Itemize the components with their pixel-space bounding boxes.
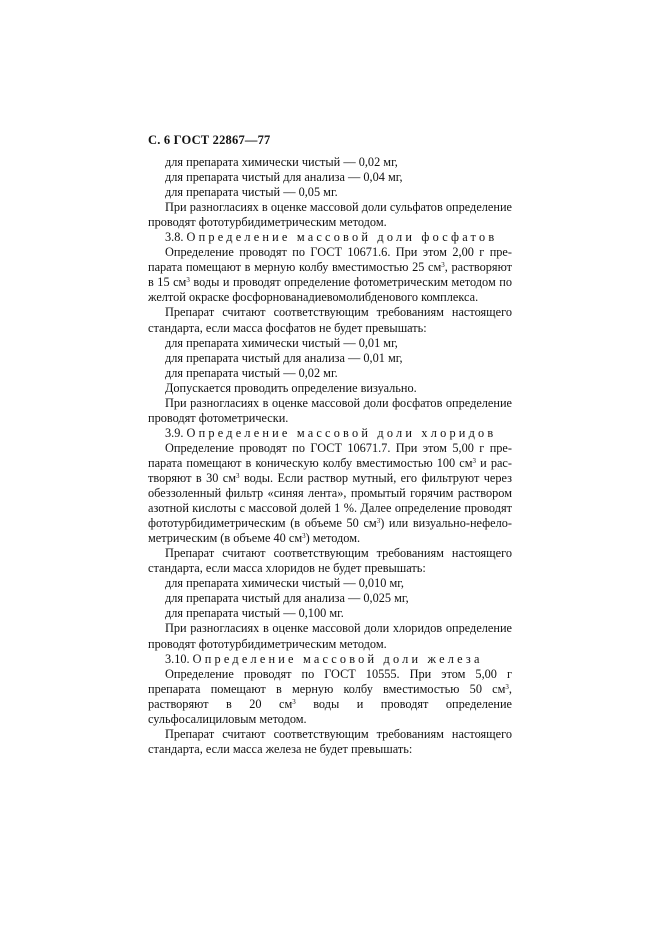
phosphate-dispute-paragraph: При разногласиях в оценке массовой доли фосфатов определение проводят фотометрически. <box>148 395 512 425</box>
iron-requirement-paragraph: Препарат считают соответствующим требованиям настоящего стандарта, если масса железа не будет превышать: <box>148 726 512 756</box>
section-title: Определение массовой доли фосфатов <box>186 230 498 245</box>
chloride-limit-pure: для препарата чистый — 0,100 мг. <box>165 606 344 621</box>
phosphate-requirement-paragraph: Препарат считают соответствующим требованиям настоящего стандарта, если масса фосфатов не будет превышать: <box>148 305 512 335</box>
section-number: 3.9. <box>165 425 184 440</box>
section-title: Определение массовой доли железа <box>192 651 483 666</box>
section-3-10-heading <box>148 652 512 667</box>
section-3-8-heading <box>148 230 512 245</box>
sulfate-limit-analysis: для препарата чистый для анализа — 0,04 мг, <box>165 170 403 185</box>
sulfate-limit-chem-pure: для препарата химически чистый — 0,02 мг, <box>165 155 398 169</box>
section-title: Определение массовой доли хлоридов <box>186 425 497 440</box>
phosphate-visual-note: Допускается проводить определение визуально. <box>165 380 417 395</box>
section-number: 3.10. <box>165 651 190 666</box>
chloride-method-paragraph: Определение проводят по ГОСТ 10671.7. При этом 5,00 г препарата помещают в коническую колбу вместимостью 100 $см^3$ и растворяют в 30 $см^3$ воды. Если раствор мутный, его фильтруют через обеззоленный фильтр «синяя лента», промытый горячим раствором азотной кислоты с массовой долей 1 %. Далее определение проводят фототурбидиметрическим (в объеме 50 $см^3$) или визуально-нефелометрическим (в объеме 40 $см^3$) методом. <box>148 440 512 546</box>
chloride-dispute-paragraph: При разногласиях в оценке массовой доли хлоридов определение проводят фототурбидиметрическим методом. <box>148 621 512 651</box>
phosphate-method-paragraph: Определение проводят по ГОСТ 10671.6. При этом 2,00 г препарата помещают в мерную колбу вместимостью 25 $см^3$, растворяют в 15 $см^3$ воды и проводят определение фотометрическим методом по желтой окраске фосфорнованадиевомолибденового комплекса. <box>148 245 512 305</box>
chloride-limit-chem-pure: для препарата химически чистый — 0,010 мг, <box>165 576 404 591</box>
document-body <box>148 155 512 757</box>
phosphate-limit-analysis: для препарата чистый для анализа — 0,01 мг, <box>165 350 403 365</box>
section-number: 3.8. <box>165 230 184 245</box>
chloride-requirement-paragraph: Препарат считают соответствующим требованиям настоящего стандарта, если масса хлоридов не будет превышать: <box>148 546 512 576</box>
page-header: С. 6 ГОСТ 22867—77 <box>148 133 271 147</box>
chloride-limit-analysis: для препарата чистый для анализа — 0,025 мг, <box>165 591 409 606</box>
sulfate-dispute-paragraph: При разногласиях в оценке массовой доли сульфатов определение проводят фототурбидиметрическим методом. <box>148 200 512 230</box>
section-3-9-heading <box>148 426 512 441</box>
phosphate-limit-chem-pure: для препарата химически чистый — 0,01 мг, <box>165 335 398 350</box>
phosphate-limit-pure: для препарата чистый — 0,02 мг. <box>165 365 338 380</box>
iron-method-paragraph: Определение проводят по ГОСТ 10555. При этом 5,00 г препарата помещают в мерную колбу вместимостью 50 $см^3$, растворяют в 20 $см^3$ воды и проводят определение сульфосалициловым методом. <box>148 666 512 726</box>
sulfate-limit-pure: для препарата чистый — 0,05 мг. <box>165 185 338 200</box>
